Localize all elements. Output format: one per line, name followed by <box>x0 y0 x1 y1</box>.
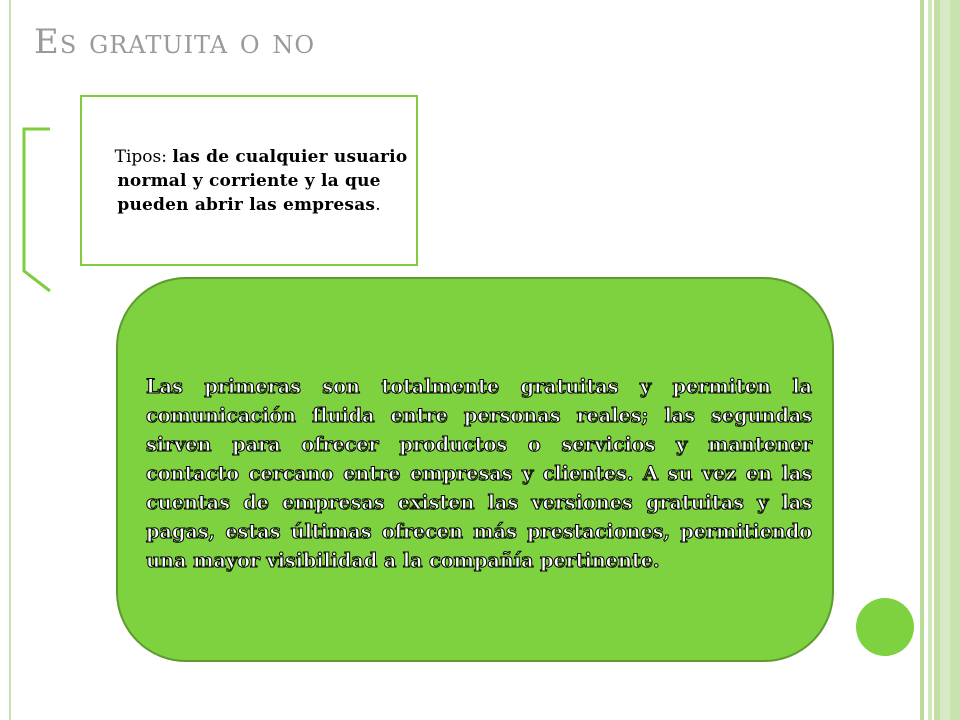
decorative-circle-icon <box>856 598 914 656</box>
slide-title: Es gratuita o no <box>34 22 316 62</box>
tipos-box <box>80 95 418 266</box>
description-text: Las primeras son totalmente gratuitas y permiten la comunicación fluida entre personas reales; las segundas sirven para ofrecer productos o servicios y mantener contacto cercano entre empresas y clientes. A su vez en las cuentas de empresas existen las versiones gratuitas y las pagas, estas últimas ofrecen más prestaciones, permitiendo una mayor visibilidad a la compañía pertinente. <box>146 375 812 572</box>
bracket-connector-icon <box>20 125 60 295</box>
left-decorative-rule <box>9 0 11 720</box>
tipos-lead: Tipos: <box>114 146 173 167</box>
right-decorative-stripes <box>918 0 960 720</box>
tipos-text <box>84 145 414 217</box>
tipos-end: . <box>375 194 381 215</box>
tipos-body: las de cualquier usuario normal y corriente y la que pueden abrir las empresas <box>117 146 408 215</box>
